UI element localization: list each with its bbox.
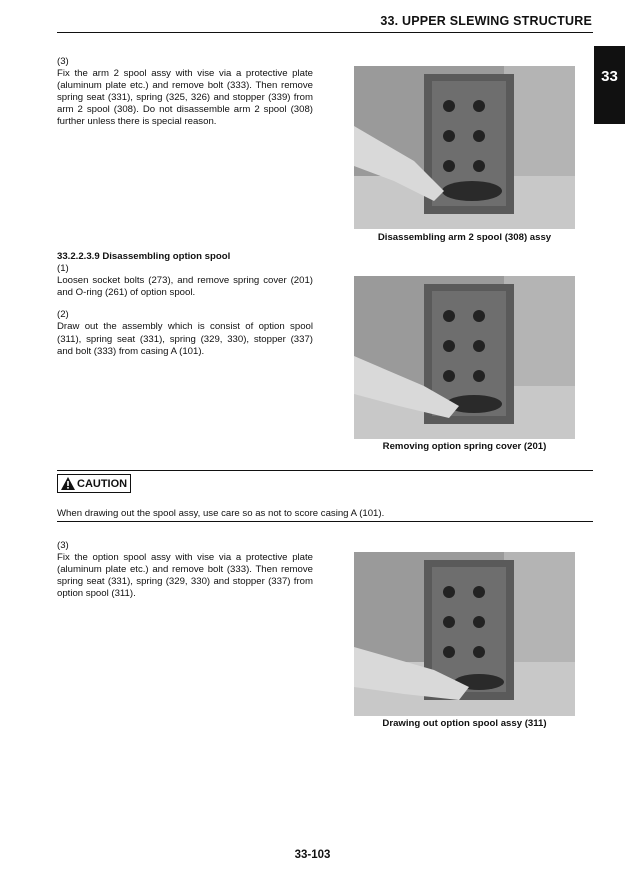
step-number: (1)	[57, 263, 69, 275]
step-number: (2)	[57, 309, 69, 321]
spacer	[57, 299, 313, 309]
header-rule	[57, 32, 593, 33]
step-3-paragraph	[57, 540, 313, 600]
step-text: Fix the option spool assy with vise via a protective plate (aluminum plate etc.) and remove bolt (333). Then remove spring seat (331), spring (329, 330) and stopper (337) from option spool (311).	[57, 552, 313, 600]
photo-caption: Drawing out option spool assy (311)	[382, 718, 547, 729]
photo-option-spring-cover	[354, 276, 575, 439]
caution-top-rule	[57, 470, 593, 471]
caution-label: CAUTION	[77, 477, 128, 490]
warning-triangle-icon	[61, 477, 75, 490]
step-text: Fix the arm 2 spool assy with vise via a protective plate (aluminum plate etc.) and remove bolt (333). Then remove spring seat (331), spring (325, 326) and stopper (339) from arm 2 spool (308). Do not disassemble arm 2 spool (308) further unless there is special reason.	[57, 68, 313, 128]
photo-caption: Removing option spring cover (201)	[382, 441, 547, 452]
caution-bottom-rule	[57, 521, 593, 522]
step-3-paragraph	[57, 56, 313, 129]
photo-arm2-spool	[354, 66, 575, 229]
page-number: 33-103	[294, 849, 331, 861]
caution-badge	[57, 474, 131, 493]
step-number: (3)	[57, 540, 69, 551]
caution-note: When drawing out the spool assy, use care so as not to score casing A (101).	[57, 508, 385, 519]
chapter-tab: 33	[594, 46, 625, 124]
section-heading: 33.2.2.3.9 Disassembling option spool	[57, 251, 231, 262]
photo-caption: Disassembling arm 2 spool (308) assy	[377, 232, 552, 243]
step-text: Draw out the assembly which is consist of option spool (311), spring seat (331), spring (329, 330), stopper (337) and bolt (333) from casing A (101).	[57, 321, 313, 357]
header-title: 33. UPPER SLEWING STRUCTURE	[380, 14, 592, 28]
photo-option-spool-assy	[354, 552, 575, 716]
step-text: Loosen socket bolts (273), and remove spring cover (201) and O-ring (261) of option spool.	[57, 275, 313, 299]
section-paragraph	[57, 251, 313, 358]
step-number: (3)	[57, 56, 69, 67]
